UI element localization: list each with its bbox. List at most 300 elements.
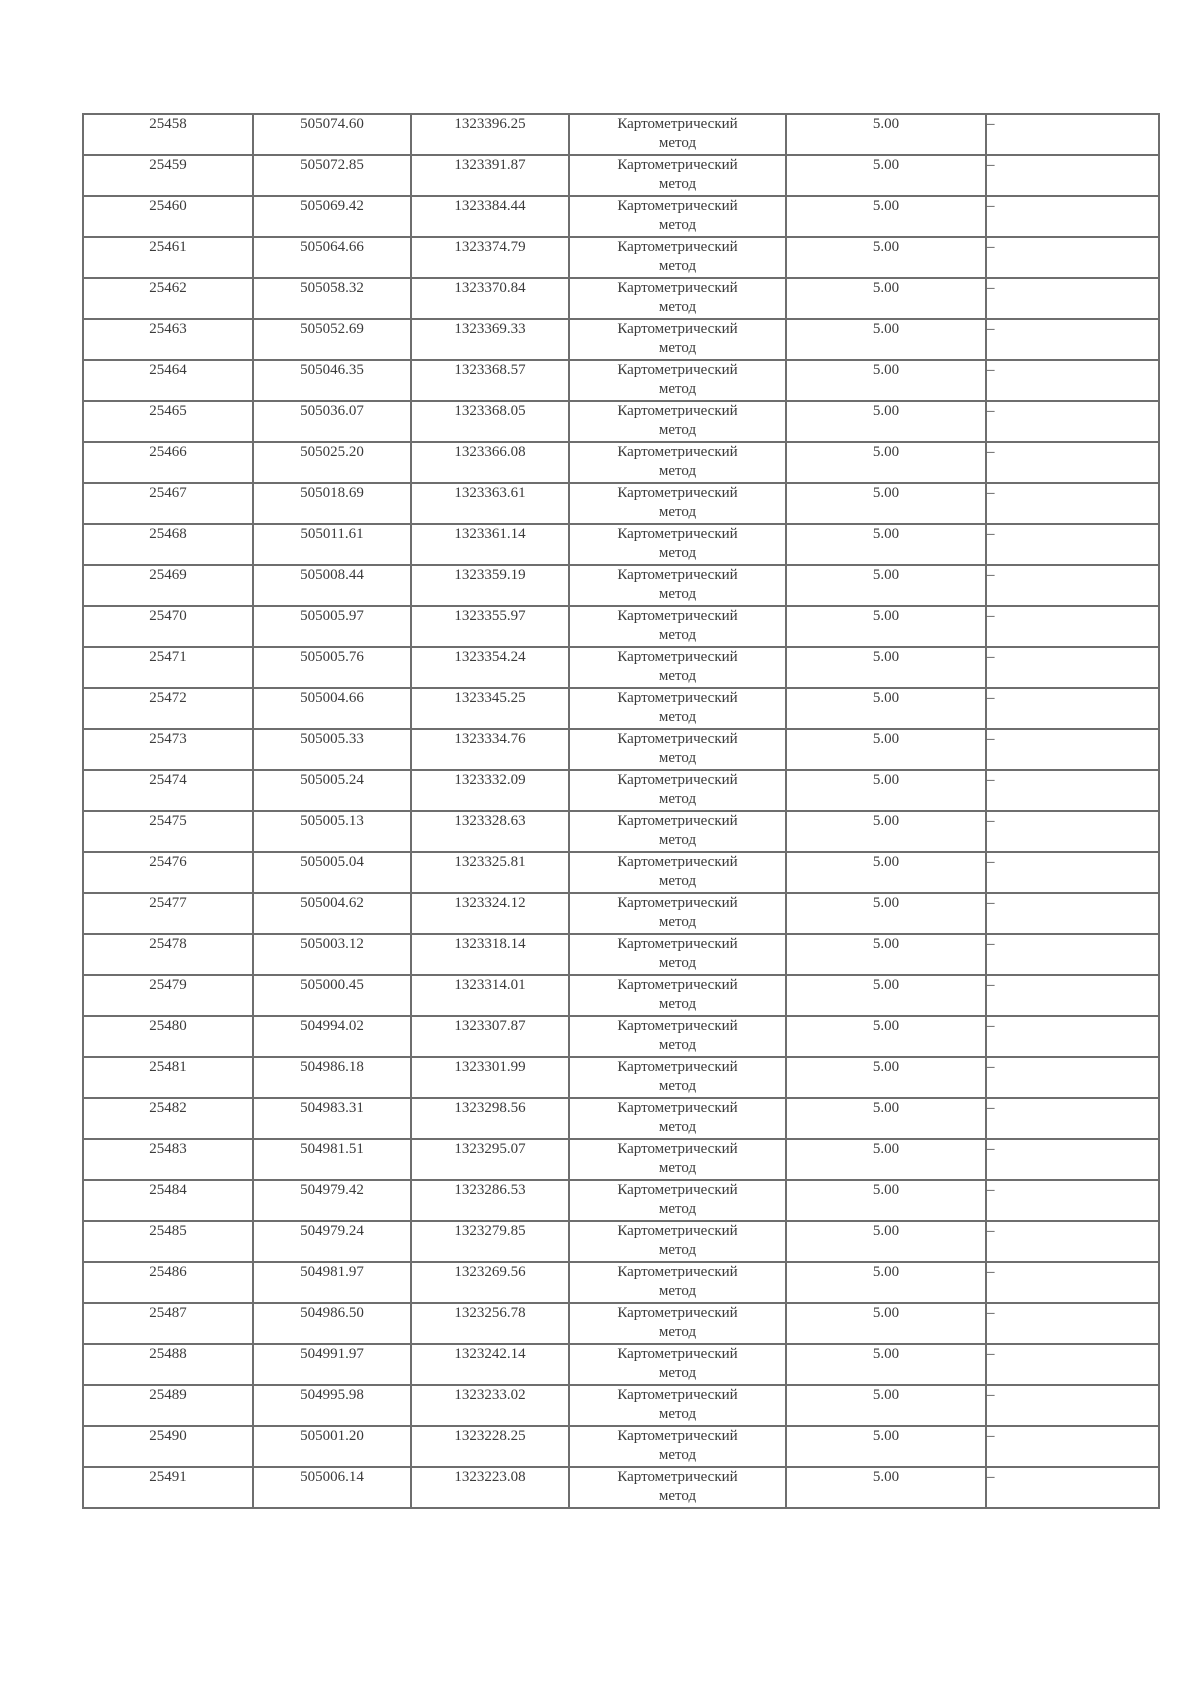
point-number-cell: 25470 (83, 606, 253, 647)
accuracy-cell: 5.00 (786, 934, 986, 975)
method-line-2: метод (658, 463, 697, 479)
x-coordinate-cell: 505004.62 (253, 893, 411, 934)
x-coordinate-cell: 505008.44 (253, 565, 411, 606)
method-line-2: метод (658, 955, 697, 971)
table-row (83, 688, 1159, 729)
x-coordinate-cell: 505000.45 (253, 975, 411, 1016)
y-coordinate-cell: 1323345.25 (411, 688, 569, 729)
method-cell (569, 1262, 786, 1303)
method-line-2: метод (658, 1242, 697, 1258)
y-coordinate-cell: 1323328.63 (411, 811, 569, 852)
table-row (83, 155, 1159, 196)
table-row (83, 319, 1159, 360)
y-coordinate-cell: 1323396.25 (411, 114, 569, 155)
method-line-2: метод (658, 1365, 697, 1381)
point-number-cell: 25483 (83, 1139, 253, 1180)
note-cell: – (986, 1098, 1159, 1139)
note-cell: – (986, 811, 1159, 852)
method-cell (569, 1344, 786, 1385)
x-coordinate-cell: 505005.04 (253, 852, 411, 893)
method-line-2: метод (658, 627, 697, 643)
point-number-cell: 25471 (83, 647, 253, 688)
method-cell (569, 1221, 786, 1262)
method-cell (569, 811, 786, 852)
method-line-1: Картометрический (617, 362, 738, 378)
table-row (83, 1221, 1159, 1262)
point-number-cell: 25490 (83, 1426, 253, 1467)
method-line-2: метод (658, 176, 697, 192)
table-row (83, 401, 1159, 442)
note-cell: – (986, 114, 1159, 155)
method-line-1: Картометрический (617, 1264, 738, 1280)
note-cell: – (986, 1385, 1159, 1426)
method-line-1: Картометрический (617, 1141, 738, 1157)
method-line-1: Картометрический (617, 1469, 738, 1485)
table-row (83, 278, 1159, 319)
note-cell: – (986, 196, 1159, 237)
accuracy-cell: 5.00 (786, 442, 986, 483)
method-cell (569, 401, 786, 442)
method-line-2: метод (658, 750, 697, 766)
accuracy-cell: 5.00 (786, 1385, 986, 1426)
method-cell (569, 1057, 786, 1098)
x-coordinate-cell: 505069.42 (253, 196, 411, 237)
note-cell: – (986, 1057, 1159, 1098)
note-cell: – (986, 1180, 1159, 1221)
point-number-cell: 25488 (83, 1344, 253, 1385)
x-coordinate-cell: 505018.69 (253, 483, 411, 524)
x-coordinate-cell: 505006.14 (253, 1467, 411, 1508)
y-coordinate-cell: 1323279.85 (411, 1221, 569, 1262)
point-number-cell: 25461 (83, 237, 253, 278)
accuracy-cell: 5.00 (786, 319, 986, 360)
accuracy-cell: 5.00 (786, 1057, 986, 1098)
method-line-1: Картометрический (617, 485, 738, 501)
method-line-1: Картометрический (617, 1182, 738, 1198)
note-cell: – (986, 1262, 1159, 1303)
accuracy-cell: 5.00 (786, 1303, 986, 1344)
method-line-1: Картометрический (617, 731, 738, 747)
y-coordinate-cell: 1323314.01 (411, 975, 569, 1016)
table-row (83, 1303, 1159, 1344)
note-cell: – (986, 442, 1159, 483)
method-line-1: Картометрический (617, 977, 738, 993)
method-cell (569, 688, 786, 729)
x-coordinate-cell: 505036.07 (253, 401, 411, 442)
accuracy-cell: 5.00 (786, 360, 986, 401)
method-cell (569, 483, 786, 524)
y-coordinate-cell: 1323354.24 (411, 647, 569, 688)
method-line-2: метод (658, 340, 697, 356)
y-coordinate-cell: 1323359.19 (411, 565, 569, 606)
method-line-2: метод (658, 422, 697, 438)
y-coordinate-cell: 1323384.44 (411, 196, 569, 237)
y-coordinate-cell: 1323295.07 (411, 1139, 569, 1180)
accuracy-cell: 5.00 (786, 278, 986, 319)
x-coordinate-cell: 505003.12 (253, 934, 411, 975)
table-row (83, 975, 1159, 1016)
point-number-cell: 25491 (83, 1467, 253, 1508)
accuracy-cell: 5.00 (786, 1426, 986, 1467)
method-line-1: Картометрический (617, 936, 738, 952)
method-cell (569, 975, 786, 1016)
y-coordinate-cell: 1323368.05 (411, 401, 569, 442)
x-coordinate-cell: 505074.60 (253, 114, 411, 155)
method-cell (569, 770, 786, 811)
method-cell (569, 852, 786, 893)
point-number-cell: 25478 (83, 934, 253, 975)
accuracy-cell: 5.00 (786, 1221, 986, 1262)
method-cell (569, 114, 786, 155)
y-coordinate-cell: 1323242.14 (411, 1344, 569, 1385)
note-cell: – (986, 1303, 1159, 1344)
method-cell (569, 893, 786, 934)
y-coordinate-cell: 1323355.97 (411, 606, 569, 647)
method-line-1: Картометрический (617, 1059, 738, 1075)
coordinates-table (82, 113, 1160, 1509)
point-number-cell: 25477 (83, 893, 253, 934)
note-cell: – (986, 975, 1159, 1016)
method-line-1: Картометрический (617, 280, 738, 296)
point-number-cell: 25480 (83, 1016, 253, 1057)
x-coordinate-cell: 505025.20 (253, 442, 411, 483)
point-number-cell: 25463 (83, 319, 253, 360)
y-coordinate-cell: 1323374.79 (411, 237, 569, 278)
table-row (83, 729, 1159, 770)
method-line-1: Картометрический (617, 444, 738, 460)
accuracy-cell: 5.00 (786, 401, 986, 442)
point-number-cell: 25469 (83, 565, 253, 606)
point-number-cell: 25465 (83, 401, 253, 442)
table-row (83, 114, 1159, 155)
table-row (83, 565, 1159, 606)
y-coordinate-cell: 1323256.78 (411, 1303, 569, 1344)
y-coordinate-cell: 1323324.12 (411, 893, 569, 934)
x-coordinate-cell: 504995.98 (253, 1385, 411, 1426)
note-cell: – (986, 401, 1159, 442)
x-coordinate-cell: 505046.35 (253, 360, 411, 401)
method-line-1: Картометрический (617, 157, 738, 173)
x-coordinate-cell: 504981.51 (253, 1139, 411, 1180)
note-cell: – (986, 1426, 1159, 1467)
method-line-1: Картометрический (617, 1387, 738, 1403)
method-line-1: Картометрический (617, 1223, 738, 1239)
accuracy-cell: 5.00 (786, 155, 986, 196)
y-coordinate-cell: 1323366.08 (411, 442, 569, 483)
note-cell: – (986, 688, 1159, 729)
x-coordinate-cell: 504986.50 (253, 1303, 411, 1344)
method-line-2: метод (658, 873, 697, 889)
accuracy-cell: 5.00 (786, 565, 986, 606)
point-number-cell: 25459 (83, 155, 253, 196)
y-coordinate-cell: 1323334.76 (411, 729, 569, 770)
method-line-1: Картометрический (617, 116, 738, 132)
method-cell (569, 1016, 786, 1057)
method-line-2: метод (658, 545, 697, 561)
method-line-1: Картометрический (617, 772, 738, 788)
accuracy-cell: 5.00 (786, 1467, 986, 1508)
table-row (83, 934, 1159, 975)
accuracy-cell: 5.00 (786, 114, 986, 155)
coordinates-table-body (83, 114, 1159, 1508)
point-number-cell: 25479 (83, 975, 253, 1016)
y-coordinate-cell: 1323223.08 (411, 1467, 569, 1508)
method-cell (569, 524, 786, 565)
method-line-1: Картометрический (617, 1100, 738, 1116)
table-row (83, 483, 1159, 524)
method-cell (569, 1139, 786, 1180)
x-coordinate-cell: 504979.24 (253, 1221, 411, 1262)
point-number-cell: 25473 (83, 729, 253, 770)
note-cell: – (986, 1467, 1159, 1508)
x-coordinate-cell: 505001.20 (253, 1426, 411, 1467)
accuracy-cell: 5.00 (786, 483, 986, 524)
y-coordinate-cell: 1323391.87 (411, 155, 569, 196)
method-cell (569, 1098, 786, 1139)
note-cell: – (986, 729, 1159, 770)
accuracy-cell: 5.00 (786, 729, 986, 770)
method-line-2: метод (658, 299, 697, 315)
note-cell: – (986, 647, 1159, 688)
accuracy-cell: 5.00 (786, 524, 986, 565)
accuracy-cell: 5.00 (786, 1016, 986, 1057)
method-cell (569, 319, 786, 360)
table-row (83, 360, 1159, 401)
method-line-2: метод (658, 709, 697, 725)
method-line-1: Картометрический (617, 854, 738, 870)
point-number-cell: 25466 (83, 442, 253, 483)
method-line-1: Картометрический (617, 690, 738, 706)
table-row (83, 811, 1159, 852)
note-cell: – (986, 1016, 1159, 1057)
x-coordinate-cell: 504991.97 (253, 1344, 411, 1385)
method-cell (569, 606, 786, 647)
accuracy-cell: 5.00 (786, 647, 986, 688)
y-coordinate-cell: 1323369.33 (411, 319, 569, 360)
method-cell (569, 196, 786, 237)
point-number-cell: 25460 (83, 196, 253, 237)
table-row (83, 1344, 1159, 1385)
method-line-2: метод (658, 1160, 697, 1176)
y-coordinate-cell: 1323233.02 (411, 1385, 569, 1426)
point-number-cell: 25489 (83, 1385, 253, 1426)
method-line-1: Картометрический (617, 649, 738, 665)
method-line-2: метод (658, 1201, 697, 1217)
accuracy-cell: 5.00 (786, 1098, 986, 1139)
method-cell (569, 729, 786, 770)
note-cell: – (986, 319, 1159, 360)
method-line-2: метод (658, 258, 697, 274)
table-row (83, 770, 1159, 811)
accuracy-cell: 5.00 (786, 606, 986, 647)
y-coordinate-cell: 1323286.53 (411, 1180, 569, 1221)
method-line-2: метод (658, 1283, 697, 1299)
method-cell (569, 1426, 786, 1467)
method-line-2: метод (658, 1406, 697, 1422)
x-coordinate-cell: 505005.33 (253, 729, 411, 770)
method-line-2: метод (658, 586, 697, 602)
x-coordinate-cell: 504986.18 (253, 1057, 411, 1098)
method-line-2: метод (658, 1488, 697, 1504)
table-row (83, 647, 1159, 688)
point-number-cell: 25467 (83, 483, 253, 524)
table-row (83, 606, 1159, 647)
point-number-cell: 25484 (83, 1180, 253, 1221)
x-coordinate-cell: 504994.02 (253, 1016, 411, 1057)
table-row (83, 442, 1159, 483)
table-row (83, 1467, 1159, 1508)
method-line-1: Картометрический (617, 895, 738, 911)
note-cell: – (986, 524, 1159, 565)
method-line-1: Картометрический (617, 239, 738, 255)
method-line-1: Картометрический (617, 321, 738, 337)
method-line-2: метод (658, 668, 697, 684)
accuracy-cell: 5.00 (786, 1139, 986, 1180)
method-cell (569, 1303, 786, 1344)
method-line-2: метод (658, 996, 697, 1012)
point-number-cell: 25482 (83, 1098, 253, 1139)
point-number-cell: 25485 (83, 1221, 253, 1262)
method-line-1: Картометрический (617, 813, 738, 829)
accuracy-cell: 5.00 (786, 1344, 986, 1385)
method-line-2: метод (658, 217, 697, 233)
y-coordinate-cell: 1323269.56 (411, 1262, 569, 1303)
note-cell: – (986, 1139, 1159, 1180)
point-number-cell: 25486 (83, 1262, 253, 1303)
accuracy-cell: 5.00 (786, 811, 986, 852)
method-line-1: Картометрический (617, 526, 738, 542)
point-number-cell: 25476 (83, 852, 253, 893)
accuracy-cell: 5.00 (786, 1262, 986, 1303)
method-line-1: Картометрический (617, 1428, 738, 1444)
point-number-cell: 25462 (83, 278, 253, 319)
point-number-cell: 25464 (83, 360, 253, 401)
point-number-cell: 25458 (83, 114, 253, 155)
x-coordinate-cell: 505005.24 (253, 770, 411, 811)
y-coordinate-cell: 1323368.57 (411, 360, 569, 401)
method-line-2: метод (658, 1037, 697, 1053)
note-cell: – (986, 360, 1159, 401)
method-cell (569, 647, 786, 688)
method-line-2: метод (658, 504, 697, 520)
accuracy-cell: 5.00 (786, 893, 986, 934)
note-cell: – (986, 934, 1159, 975)
table-row (83, 1262, 1159, 1303)
y-coordinate-cell: 1323318.14 (411, 934, 569, 975)
x-coordinate-cell: 504983.31 (253, 1098, 411, 1139)
accuracy-cell: 5.00 (786, 688, 986, 729)
method-cell (569, 565, 786, 606)
method-line-2: метод (658, 832, 697, 848)
note-cell: – (986, 155, 1159, 196)
note-cell: – (986, 237, 1159, 278)
accuracy-cell: 5.00 (786, 196, 986, 237)
accuracy-cell: 5.00 (786, 1180, 986, 1221)
x-coordinate-cell: 505005.97 (253, 606, 411, 647)
accuracy-cell: 5.00 (786, 237, 986, 278)
method-cell (569, 1385, 786, 1426)
table-row (83, 1057, 1159, 1098)
x-coordinate-cell: 505005.76 (253, 647, 411, 688)
note-cell: – (986, 1221, 1159, 1262)
method-line-1: Картометрический (617, 403, 738, 419)
table-row (83, 1098, 1159, 1139)
point-number-cell: 25481 (83, 1057, 253, 1098)
y-coordinate-cell: 1323307.87 (411, 1016, 569, 1057)
note-cell: – (986, 483, 1159, 524)
method-line-2: метод (658, 1447, 697, 1463)
method-line-2: метод (658, 914, 697, 930)
table-row (83, 1385, 1159, 1426)
method-cell (569, 442, 786, 483)
method-line-2: метод (658, 791, 697, 807)
method-line-1: Картометрический (617, 1346, 738, 1362)
note-cell: – (986, 770, 1159, 811)
x-coordinate-cell: 505064.66 (253, 237, 411, 278)
point-number-cell: 25468 (83, 524, 253, 565)
method-line-1: Картометрический (617, 567, 738, 583)
method-line-2: метод (658, 1078, 697, 1094)
method-cell (569, 1467, 786, 1508)
table-row (83, 237, 1159, 278)
y-coordinate-cell: 1323228.25 (411, 1426, 569, 1467)
note-cell: – (986, 1344, 1159, 1385)
method-cell (569, 360, 786, 401)
note-cell: – (986, 606, 1159, 647)
table-row (83, 1426, 1159, 1467)
method-cell (569, 155, 786, 196)
method-line-1: Картометрический (617, 608, 738, 624)
point-number-cell: 25487 (83, 1303, 253, 1344)
method-line-1: Картометрический (617, 1305, 738, 1321)
point-number-cell: 25475 (83, 811, 253, 852)
x-coordinate-cell: 505005.13 (253, 811, 411, 852)
x-coordinate-cell: 505004.66 (253, 688, 411, 729)
y-coordinate-cell: 1323361.14 (411, 524, 569, 565)
table-row (83, 1180, 1159, 1221)
point-number-cell: 25474 (83, 770, 253, 811)
y-coordinate-cell: 1323332.09 (411, 770, 569, 811)
x-coordinate-cell: 505058.32 (253, 278, 411, 319)
method-cell (569, 237, 786, 278)
x-coordinate-cell: 504981.97 (253, 1262, 411, 1303)
table-row (83, 893, 1159, 934)
note-cell: – (986, 893, 1159, 934)
point-number-cell: 25472 (83, 688, 253, 729)
table-row (83, 196, 1159, 237)
table-row (83, 1016, 1159, 1057)
table-row (83, 524, 1159, 565)
method-cell (569, 934, 786, 975)
table-row (83, 852, 1159, 893)
y-coordinate-cell: 1323298.56 (411, 1098, 569, 1139)
note-cell: – (986, 278, 1159, 319)
method-cell (569, 1180, 786, 1221)
accuracy-cell: 5.00 (786, 852, 986, 893)
method-line-1: Картометрический (617, 1018, 738, 1034)
y-coordinate-cell: 1323363.61 (411, 483, 569, 524)
note-cell: – (986, 852, 1159, 893)
method-line-1: Картометрический (617, 198, 738, 214)
y-coordinate-cell: 1323301.99 (411, 1057, 569, 1098)
method-line-2: метод (658, 1119, 697, 1135)
x-coordinate-cell: 505052.69 (253, 319, 411, 360)
x-coordinate-cell: 504979.42 (253, 1180, 411, 1221)
note-cell: – (986, 565, 1159, 606)
method-line-2: метод (658, 381, 697, 397)
table-row (83, 1139, 1159, 1180)
y-coordinate-cell: 1323370.84 (411, 278, 569, 319)
